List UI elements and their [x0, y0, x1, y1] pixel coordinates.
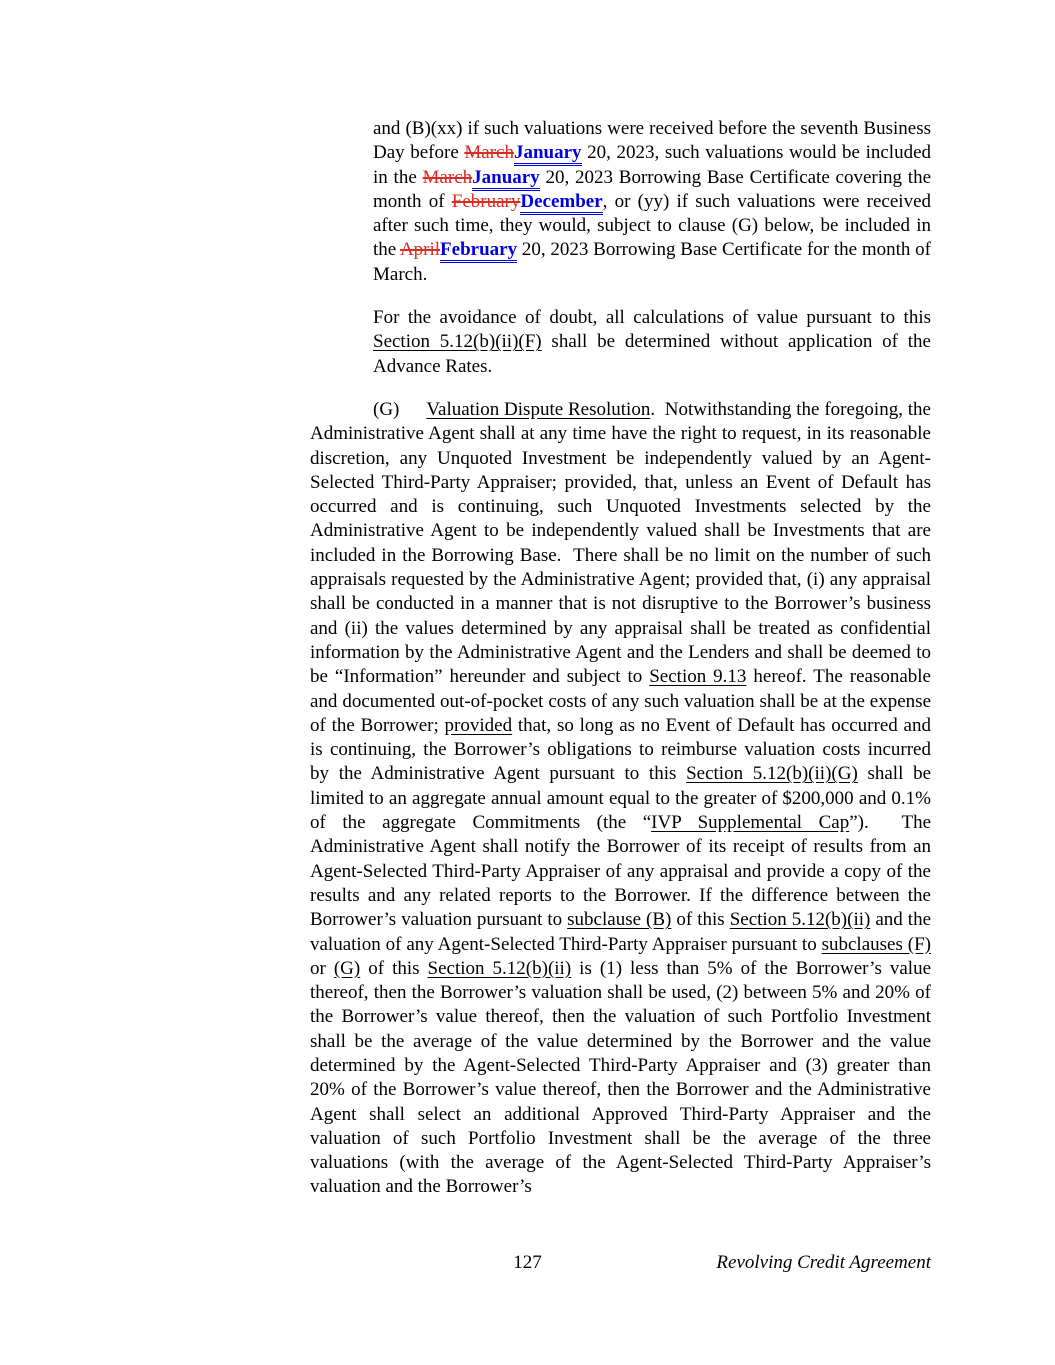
text-run: , or (yy) if such valuations were received after such time, they would, subject to clause (G) below, be included in the — [373, 190, 932, 261]
text-run: 20, 2023 Borrowing Base Certificate for the month of March. — [373, 239, 931, 285]
deleted-text-run: February — [451, 190, 521, 212]
underlined-text-run: provided — [444, 714, 513, 736]
underlined-text-run: Section 5.12(b)(ii)(G) — [686, 763, 858, 785]
underlined-text-run: subclause (B) — [567, 909, 672, 931]
inserted-text-run: January — [472, 167, 540, 191]
text-run: and (B)(xx) if such valuations were received before the seventh Business Day before — [373, 118, 931, 164]
underlined-text-run: subclauses (F) — [821, 933, 931, 955]
clause-bxx-paragraph — [373, 117, 931, 287]
underlined-text-run: Section 5.12(b)(ii) — [427, 957, 572, 979]
page-number: 127 — [513, 1252, 542, 1273]
underlined-text-run: (G) — [333, 957, 361, 979]
page-body-text — [310, 117, 931, 1219]
text-run: of this — [671, 909, 730, 931]
inserted-text-run: February — [440, 239, 517, 263]
inserted-text-run: January — [514, 142, 582, 166]
underlined-text-run: Section 5.12(b)(ii) — [729, 909, 871, 931]
deleted-text-run: April — [399, 239, 441, 261]
underlined-text-run: Section 5.12(b)(ii)(F) — [373, 331, 542, 353]
text-run: hereof. The reasonable and documented out-of-pocket costs of any such valuation shall be at the expense of the Borrower; — [310, 666, 931, 736]
deleted-text-run: March — [422, 166, 473, 188]
text-run: (G) — [373, 398, 400, 420]
text-run: . Notwithstanding the foregoing, the Administrative Agent shall at any time have the right to request, in its reasonable discretion, any Unquoted Investment be independently valued by an Agent-Selected Third-Party Appraiser; provided, that, unless an Event of Default has occurred and is continuing, such Unquoted Investments selected by the Administrative Agent to be independently valued shall be Investments that are included in the Borrowing Base. There shall be no limit on the number of such appraisals requested by the Administrative Agent; provided that, (i) any appraisal shall be conducted in a manner that is not disruptive to the Borrower’s business and (ii) the values determined by any appraisal shall be treated as confidential information by the Administrative Agent and the Lenders and shall be deemed to be “Information” hereunder and subject to — [310, 398, 931, 688]
text-run: 20, 2023 Borrowing Base Certificate covering the month of — [373, 166, 931, 212]
text-run: of this — [360, 957, 428, 979]
avoidance-of-doubt-paragraph — [373, 306, 931, 379]
text-run: For the avoidance of doubt, all calculations of value pursuant to this — [373, 307, 931, 329]
text-run: that, so long as no Event of Default has occurred and is continuing, the Borrower’s obligations to reimburse valuation costs incurred by the Administrative Agent pursuant to this — [310, 714, 931, 785]
inserted-text-run: December — [520, 191, 602, 215]
text-run: shall be determined without application of the Advance Rates. — [373, 331, 931, 377]
tab-spacer — [399, 398, 426, 422]
text-run: is (1) less than 5% of the Borrower’s value thereof, then the Borrower’s valuation shall be used, (2) between 5% and 20% of the Borrower’s value thereof, then the valuation of such Portfolio Investment shall be the average of the value determined by the Borrower and the value determined by the Agent-Selected Third-Party Appraiser and (3) greater than 20% of the Borrower’s value thereof, then the Borrower and the Administrative Agent shall select an additional Approved Third-Party Appraiser and the valuation of such Portfolio Investment shall be the average of the three valuations (with the average of the Agent-Selected Third-Party Appraiser’s valuation and the Borrower’s — [310, 957, 931, 1198]
text-run: and the valuation of any Agent-Selected Third-Party Appraiser pursuant to — [310, 909, 931, 955]
deleted-text-run: March — [464, 142, 514, 164]
underlined-text-run: Section 9.13 — [649, 666, 747, 688]
underlined-text-run: IVP Supplemental Cap — [651, 812, 850, 834]
clause-g-valuation-dispute-resolution-paragraph — [310, 398, 931, 1200]
text-run: or — [310, 957, 334, 979]
text-run: shall be limited to an aggregate annual amount equal to the greater of $200,000 and 0.1% of the aggregate Commitments (the “ — [310, 763, 931, 834]
text-run: 20, 2023, such valuations would be included in the — [373, 142, 931, 188]
footer-doc-title: Revolving Credit Agreement — [716, 1252, 931, 1273]
text-run: ”). The Administrative Agent shall notify the Borrower of its receipt of results from an Agent-Selected Third-Party Appraiser of any appraisal and provide a copy of the results and any related reports to the Borrower. If the difference between the Borrower’s valuation pursuant to — [310, 812, 931, 931]
page-footer — [0, 1252, 1055, 1282]
underlined-text-run: Valuation Dispute Resolution — [426, 398, 651, 420]
